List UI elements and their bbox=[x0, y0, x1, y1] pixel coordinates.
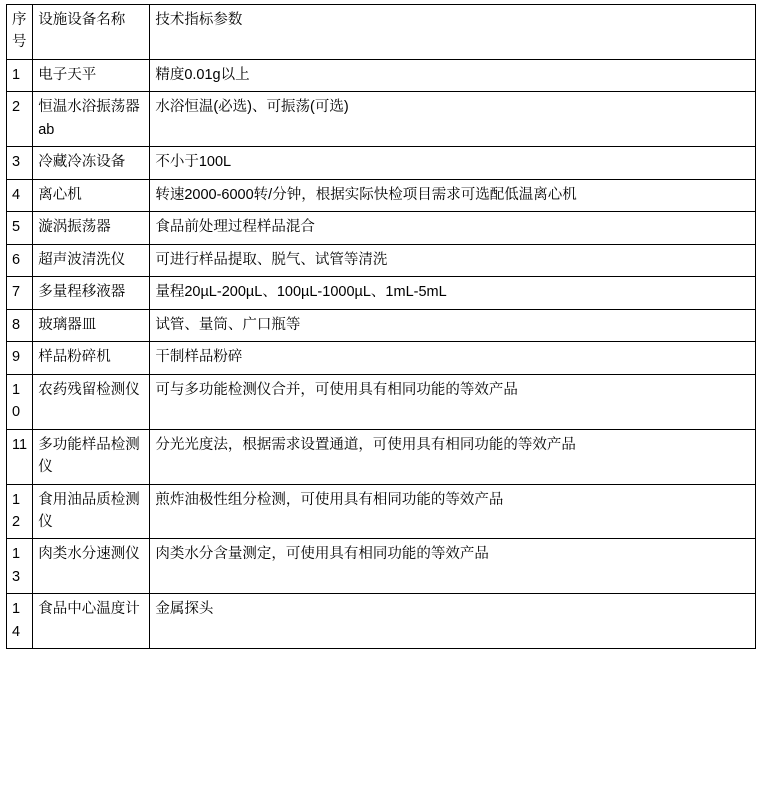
row-parameter: 肉类水分含量测定，可使用具有相同功能的等效产品 bbox=[150, 539, 756, 594]
table-row bbox=[7, 342, 756, 374]
table-row bbox=[7, 92, 756, 147]
row-parameter: 食品前处理过程样品混合 bbox=[150, 212, 756, 244]
header-index-line2: 号 bbox=[12, 34, 27, 51]
row-equipment-name: 冷藏冷冻设备 bbox=[33, 147, 150, 179]
row-index: 2 bbox=[7, 92, 33, 147]
row-equipment-name: 玻璃器皿 bbox=[33, 309, 150, 341]
row-equipment-name: 肉类水分速测仪 bbox=[33, 539, 150, 594]
row-index: 6 bbox=[7, 244, 33, 276]
row-index: 14 bbox=[7, 594, 33, 649]
header-cell-param: 技术指标参数 bbox=[150, 5, 756, 60]
table-row bbox=[7, 484, 756, 539]
table-row bbox=[7, 539, 756, 594]
row-equipment-name: 农药残留检测仪 bbox=[33, 374, 150, 429]
row-index: 1 bbox=[7, 59, 33, 91]
table-row bbox=[7, 147, 756, 179]
row-equipment-name: 食品中心温度计 bbox=[33, 594, 150, 649]
table-row bbox=[7, 212, 756, 244]
row-parameter: 金属探头 bbox=[150, 594, 756, 649]
row-equipment-name: 超声波清洗仪 bbox=[33, 244, 150, 276]
row-index: 3 bbox=[7, 147, 33, 179]
table-row bbox=[7, 594, 756, 649]
row-parameter: 可与多功能检测仪合并，可使用具有相同功能的等效产品 bbox=[150, 374, 756, 429]
row-index: 7 bbox=[7, 277, 33, 309]
row-index: 5 bbox=[7, 212, 33, 244]
table-body bbox=[7, 5, 756, 649]
header-cell-name: 设施设备名称 bbox=[33, 5, 150, 60]
row-parameter: 量程20µL-200µL、100µL-1000µL、1mL-5mL bbox=[150, 277, 756, 309]
row-index: 8 bbox=[7, 309, 33, 341]
table-row bbox=[7, 309, 756, 341]
equipment-spec-table bbox=[6, 4, 756, 649]
row-parameter: 精度0.01g以上 bbox=[150, 59, 756, 91]
row-index: 12 bbox=[7, 484, 33, 539]
row-index: 4 bbox=[7, 179, 33, 211]
row-parameter: 不小于100L bbox=[150, 147, 756, 179]
row-equipment-name: 多功能样品检测仪 bbox=[33, 429, 150, 484]
row-parameter: 可进行样品提取、脱气、试管等清洗 bbox=[150, 244, 756, 276]
table-row bbox=[7, 374, 756, 429]
table-row bbox=[7, 59, 756, 91]
row-parameter: 煎炸油极性组分检测，可使用具有相同功能的等效产品 bbox=[150, 484, 756, 539]
row-parameter: 分光光度法，根据需求设置通道，可使用具有相同功能的等效产品 bbox=[150, 429, 756, 484]
header-index-line1: 序 bbox=[12, 12, 27, 28]
document-page bbox=[0, 4, 761, 791]
row-parameter: 转速2000-6000转/分钟，根据实际快检项目需求可选配低温离心机 bbox=[150, 179, 756, 211]
row-equipment-name: 多量程移液器 bbox=[33, 277, 150, 309]
row-equipment-name: 离心机 bbox=[33, 179, 150, 211]
row-index: 10 bbox=[7, 374, 33, 429]
table-row bbox=[7, 429, 756, 484]
row-parameter: 干制样品粉碎 bbox=[150, 342, 756, 374]
row-parameter: 水浴恒温(必选)、可振荡(可选) bbox=[150, 92, 756, 147]
header-cell-index bbox=[7, 5, 33, 60]
row-index: 13 bbox=[7, 539, 33, 594]
row-parameter: 试管、量筒、广口瓶等 bbox=[150, 309, 756, 341]
table-header-row bbox=[7, 5, 756, 60]
row-index: 9 bbox=[7, 342, 33, 374]
row-equipment-name: 样品粉碎机 bbox=[33, 342, 150, 374]
row-equipment-name: 漩涡振荡器 bbox=[33, 212, 150, 244]
row-equipment-name: 恒温水浴振荡器ab bbox=[33, 92, 150, 147]
row-index: 11 bbox=[7, 429, 33, 484]
table-row bbox=[7, 277, 756, 309]
table-row bbox=[7, 244, 756, 276]
row-equipment-name: 电子天平 bbox=[33, 59, 150, 91]
row-equipment-name: 食用油品质检测仪 bbox=[33, 484, 150, 539]
table-row bbox=[7, 179, 756, 211]
